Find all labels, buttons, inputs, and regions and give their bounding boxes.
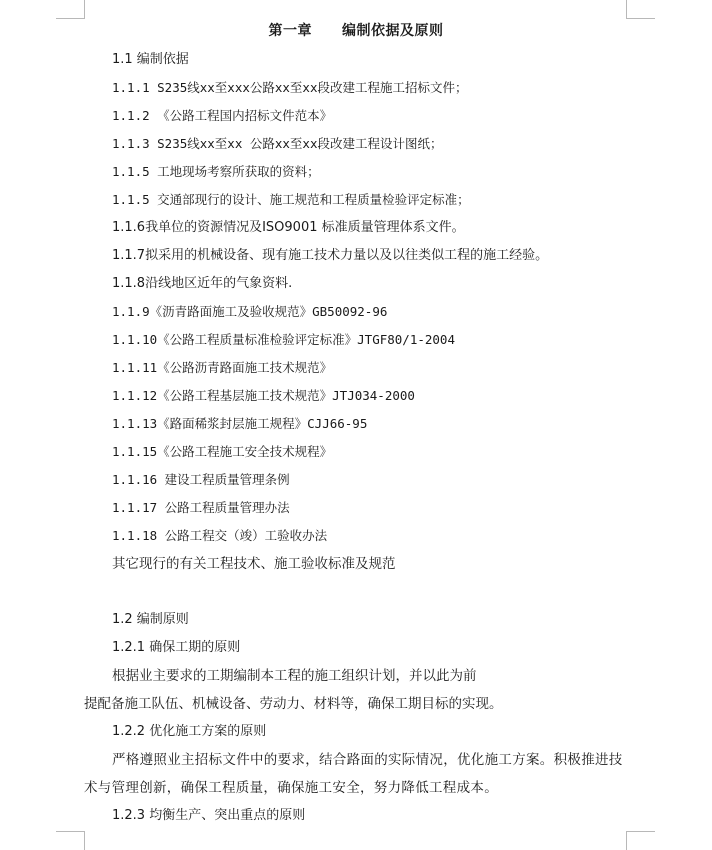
principle-heading: 1.2.2 优化施工方案的原则 xyxy=(112,724,267,739)
page-corner-mark xyxy=(626,0,655,19)
basis-item: 1.1.9《沥青路面施工及验收规范》GB50092-96 xyxy=(112,304,388,319)
basis-item: 1.1.2 《公路工程国内招标文件范本》 xyxy=(112,108,333,123)
principle-heading: 1.2.3 均衡生产、突出重点的原则 xyxy=(112,808,306,823)
basis-item: 1.1.18 公路工程交（竣）工验收办法 xyxy=(112,528,328,543)
principle-text: 根据业主要求的工期编制本工程的施工组织计划，并以此为前 xyxy=(112,668,477,684)
basis-item: 1.1.11《公路沥青路面施工技术规范》 xyxy=(112,360,333,375)
chapter-name: 编制依据及原则 xyxy=(342,23,444,39)
basis-item: 1.1.16 建设工程质量管理条例 xyxy=(112,472,290,487)
basis-item: 1.1.1 S235线xx至xxx公路xx至xx段改建工程施工招标文件； xyxy=(112,80,468,95)
chapter-title xyxy=(0,20,712,40)
principle-paragraph: 严格遵照业主招标文件中的要求，结合路面的实际情况，优化施工方案。积极推进技术与管理创新，确保工程质量，确保施工安全，努力降低工程成本。 xyxy=(84,752,623,796)
basis-item: 1.1.6我单位的资源情况及ISO9001 标准质量管理体系文件。 xyxy=(112,220,465,235)
principle-text: 提配备施工队伍、机械设备、劳动力、材料等，确保工期目标的实现。 xyxy=(84,696,503,712)
section-heading-principles: 1.2 编制原则 xyxy=(112,612,189,627)
section-heading-basis: 1.1 编制依据 xyxy=(112,52,189,67)
basis-item: 1.1.7拟采用的机械设备、现有施工技术力量以及以往类似工程的施工经验。 xyxy=(112,248,549,263)
basis-item: 1.1.3 S235线xx至xx 公路xx至xx段改建工程设计图纸； xyxy=(112,136,443,151)
basis-item: 1.1.17 公路工程质量管理办法 xyxy=(112,500,290,515)
basis-item: 1.1.15《公路工程施工安全技术规程》 xyxy=(112,444,333,459)
principle-heading: 1.2.1 确保工期的原则 xyxy=(112,640,241,655)
chapter-number: 第一章 xyxy=(268,23,312,39)
page-corner-mark xyxy=(626,831,655,850)
page-corner-mark xyxy=(56,831,85,850)
basis-item: 1.1.8沿线地区近年的气象资料. xyxy=(112,276,293,291)
basis-item: 1.1.5 工地现场考察所获取的资料； xyxy=(112,164,320,179)
basis-item: 1.1.12《公路工程基层施工技术规范》JTJ034-2000 xyxy=(112,388,415,403)
page-corner-mark xyxy=(56,0,85,19)
basis-item: 1.1.10《公路工程质量标准检验评定标准》JTGF80/1-2004 xyxy=(112,332,455,347)
basis-item: 1.1.13《路面稀浆封层施工规程》CJJ66-95 xyxy=(112,416,368,431)
basis-item: 其它现行的有关工程技术、施工验收标准及规范 xyxy=(112,556,396,572)
basis-item: 1.1.5 交通部现行的设计、施工规范和工程质量检验评定标准； xyxy=(112,192,470,207)
